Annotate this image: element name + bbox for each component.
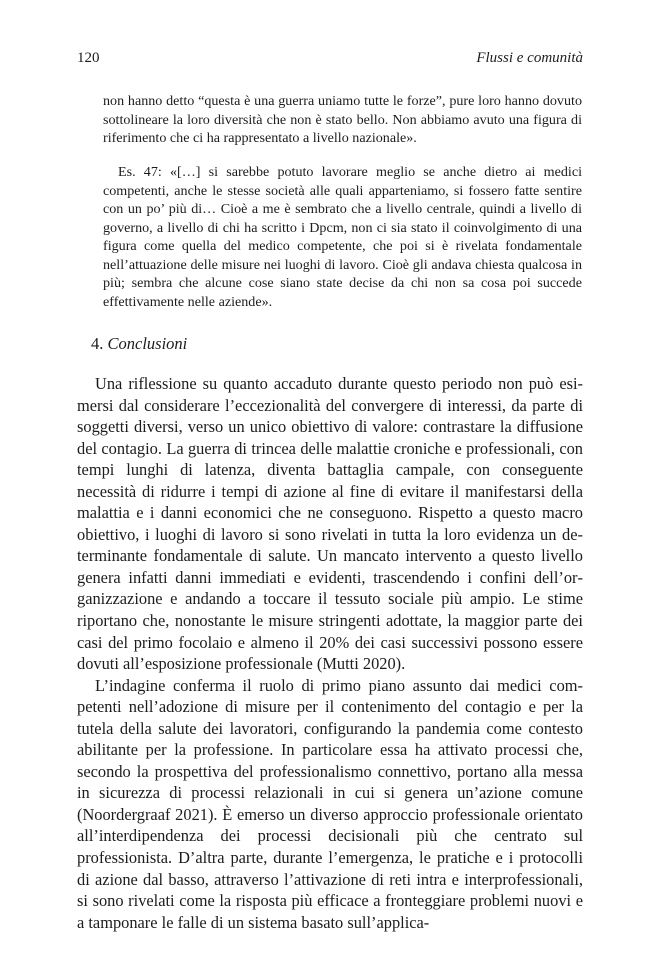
section-title: Conclusioni [107,334,188,353]
running-title: Flussi e comunità [476,50,583,66]
paragraph: Una riflessione su quanto accaduto durante questo periodo non può esimersi dal considerare l’eccezionalità del convergere di interessi, da parte di soggetti diversi, verso un unico obiettivo di valore: contrastare la diffusione del contagio. La guerra di trincea delle malattie croniche e professionali, con tempi lunghi di latenza, diventa battaglia campale, con conseguente necessità di ridurre i tempi di azione al fine di evitare il manifestarsi della malattia e i danni economici che ne conseguono. Rispetto a questo macro obiettivo, i luoghi di lavoro si sono rivelati in tutta la loro evidenza un determinante fondamentale di salute. Un mancato intervento a questo livello genera infatti danni immediati e evidenti, trascendendo i confini dell’organizzazione e andando a toccare il tessuto sociale più ampio. Le stime riportano che, nonostante le misure stringenti adottate, la maggior parte dei casi del primo focolaio e almeno il 20% dei casi successivi possono essere dovuti all’esposizione professionale (Mutti 2020). [77,374,583,674]
section-number: 4. [91,334,104,353]
section-heading [91,333,187,355]
interview-quote-continuation [103,92,582,148]
quote-text: Es. 47: «[…] si sarebbe potuto lavorare meglio se anche dietro ai medici competenti, anche le stesse società alle quali apparteniamo, si fossero fatte sentire con un po’ più di… Cioè a me è sembrato che a livello centrale, quindi a livello di governo, a livello di chi ha scritto i Dpcm, non ci sia stato il coinvolgimento di una figura come quella del medico competente, che poi si è rivelata fondamentale nell’attuazione delle misure nei luoghi di lavoro. Cioè gli andava chiesta qualcosa in più; sembra che alcune cose siano state decise da chi non sa cosa poi succede effettivamente nelle aziende». [103,164,582,310]
quote-text: non hanno detto “questa è una guerra uniamo tutte le forze”, pure loro hanno dovuto sottolineare la loro diversità che non è stato bello. Non abbiamo avuto una figura di riferimento che ci ha rappresentato a livello nazionale». [103,93,582,146]
interview-quote-es-47 [103,163,582,311]
page-number: 120 [77,50,100,66]
body-text [77,373,583,933]
running-header [77,50,583,72]
paragraph: L’indagine conferma il ruolo di primo piano assunto dai medici competenti nell’adozione di misure per il contenimento del contagio e per la tutela della salute dei lavoratori, configurando la pandemia come contesto abilitante per la professione. In particolare essa ha attivato processi che, secondo la prospettiva del professionalismo connettivo, portano alla messa in sicurezza di processi relazionali in cui si genera un’azione comune (Noordergraaf 2021). È emerso un diverso approccio professionale orientato all’interdipendenza dei processi decisionali più che centrato sul professionista. D’altra parte, durante l’emergenza, le pratiche e i protocolli di azione dal basso, attraverso l’attivazione di reti intra e interprofessionali, si sono rivelati come la risposta più efficace a fronteggiare problemi nuovi e a tamponare le falle di un sistema basato sull’applica- [77,675,583,932]
